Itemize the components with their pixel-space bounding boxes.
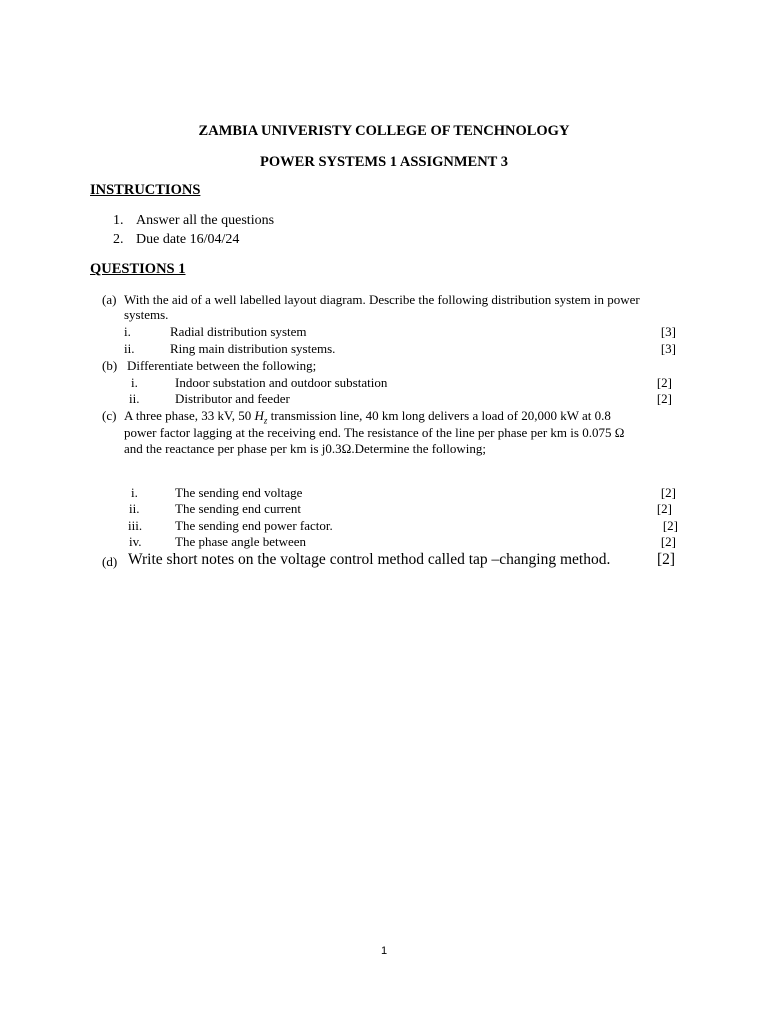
questions-heading: QUESTIONS 1 (90, 261, 186, 277)
question-c-text-cont: and the reactance per phase per km is j0.3Ω.Determine the following; (124, 441, 486, 456)
sub-item-number: i. (131, 485, 138, 500)
marks-badge: [3] (660, 324, 676, 339)
sub-item-number: ii. (129, 501, 140, 516)
question-c-text-post: transmission line, 40 km long delivers a load of 20,000 kW at 0.8 (270, 408, 611, 423)
sub-item-number: i. (131, 375, 138, 390)
sub-item-text: The sending end voltage (175, 485, 303, 500)
sub-item-text: Indoor substation and outdoor substation (175, 375, 388, 390)
hertz-symbol: H (254, 408, 264, 423)
question-b-text: Differentiate between the following; (127, 358, 317, 373)
sub-item-text: Radial distribution system (170, 324, 307, 339)
instruction-number: 1. (113, 213, 124, 228)
institution-title: ZAMBIA UNIVERISTY COLLEGE OF TENCHNOLOGY (198, 123, 570, 139)
marks-badge: [2] (662, 518, 678, 533)
instructions-heading: INSTRUCTIONS (90, 182, 201, 198)
sub-item-text: The sending end power factor. (175, 518, 333, 533)
instruction-text: Due date 16/04/24 (136, 232, 240, 247)
instruction-number: 2. (113, 232, 124, 247)
marks-badge: [2] (656, 375, 672, 390)
sub-item-number: ii. (129, 391, 140, 406)
sub-item-number: iv. (129, 534, 142, 549)
sub-item-number: ii. (124, 341, 135, 356)
marks-badge: [3] (660, 341, 676, 356)
question-c-text (124, 409, 611, 426)
question-a-label: (a) (102, 292, 117, 307)
sub-item-text: The sending end current (175, 501, 301, 516)
assignment-title: POWER SYSTEMS 1 ASSIGNMENT 3 (260, 154, 508, 170)
sub-item-number: iii. (128, 518, 143, 533)
marks-badge: [2] (660, 485, 676, 500)
sub-item-text: The phase angle between (175, 534, 307, 549)
question-a-text: With the aid of a well labelled layout diagram. Describe the following distribution system in power (124, 292, 640, 307)
page-number: 1 (380, 945, 388, 957)
sub-item-text: Ring main distribution systems. (170, 341, 336, 356)
question-a-text-cont: systems. (124, 307, 169, 322)
marks-badge: [2] (660, 534, 676, 549)
instruction-text: Answer all the questions (136, 213, 275, 228)
question-c-text-pre: A three phase, 33 kV, 50 (124, 408, 252, 423)
sub-item-number: i. (124, 324, 131, 339)
marks-badge: [2] (657, 551, 676, 568)
sub-item-text: Distributor and feeder (175, 391, 290, 406)
question-d-text: Write short notes on the voltage control method called tap –changing method. (128, 551, 611, 568)
question-c-label: (c) (102, 408, 117, 423)
marks-badge: [2] (656, 391, 672, 406)
hertz-subscript: z (263, 415, 268, 426)
question-d-label: (d) (102, 554, 118, 569)
marks-badge: [2] (656, 501, 672, 516)
question-b-label: (b) (102, 358, 118, 373)
question-c-text-cont: power factor lagging at the receiving end. The resistance of the line per phase per km is 0.075 Ω (124, 425, 625, 440)
